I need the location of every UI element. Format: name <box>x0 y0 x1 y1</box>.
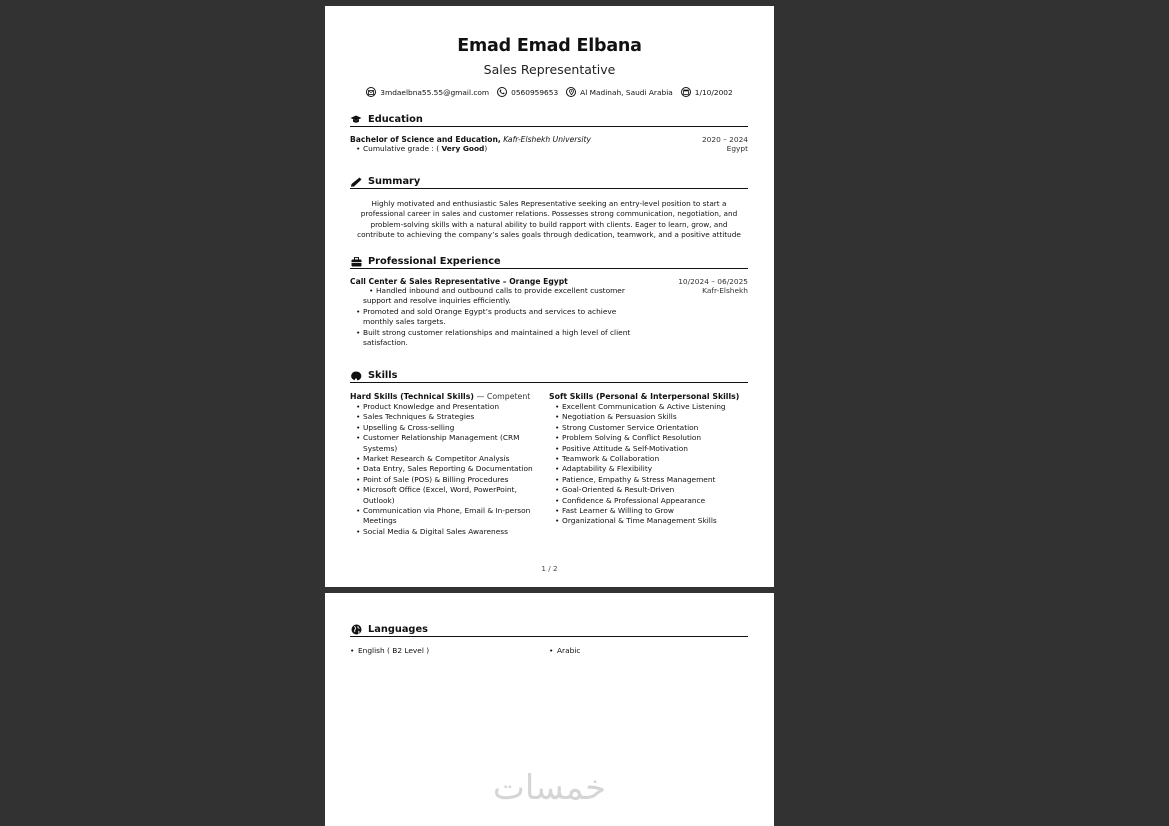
hard-skills-title <box>350 392 549 401</box>
list-item: • Excellent Communication & Active Listening <box>549 402 748 412</box>
list-item: • Sales Techniques & Strategies <box>350 412 549 422</box>
summary-section <box>350 176 748 241</box>
resume-page-1 <box>325 6 774 587</box>
list-item: • Fast Learner & Willing to Grow <box>549 506 748 516</box>
experience-dates: 10/2024 – 06/2025 <box>678 277 748 286</box>
brain-icon <box>350 371 362 381</box>
list-item: • Adaptability & Flexibility <box>549 464 748 474</box>
contact-birthdate <box>681 87 733 97</box>
hard-skills-title-text: Hard Skills (Technical Skills) <box>350 392 474 401</box>
list-item: • Positive Attitude & Self-Motivation <box>549 444 748 454</box>
skills-heading <box>350 370 748 383</box>
contact-email[interactable] <box>366 87 489 97</box>
skills-section <box>350 370 748 537</box>
grade-suffix: ) <box>484 144 488 153</box>
list-item: • Negotiation & Persuasion Skills <box>549 412 748 422</box>
education-school: Kafr-Elshekh University <box>503 135 591 144</box>
list-item: • Confidence & Professional Appearance <box>549 496 748 506</box>
list-item: • Social Media & Digital Sales Awareness <box>350 527 549 537</box>
list-item: • Problem Solving & Conflict Resolution <box>549 433 748 443</box>
list-item: • Arabic <box>549 646 748 656</box>
list-item: • Product Knowledge and Presentation <box>350 402 549 412</box>
skills-columns <box>350 392 748 537</box>
education-grade <box>350 144 487 154</box>
contact-email-text: 3mdaelbna55.55@gmail.com <box>380 87 490 97</box>
experience-location: Kafr-Elshekh <box>702 286 748 295</box>
experience-heading-text: Professional Experience <box>368 256 501 267</box>
list-item: • Upselling & Cross-selling <box>350 423 549 433</box>
contact-phone[interactable] <box>497 87 558 97</box>
hard-skills-list <box>350 402 549 537</box>
grade-prefix: Cumulative grade : ( <box>363 144 440 153</box>
list-item: • Strong Customer Service Orientation <box>549 423 748 433</box>
list-item: • Data Entry, Sales Reporting & Documentation <box>350 464 549 474</box>
summary-heading-text: Summary <box>368 176 421 187</box>
list-item: • Promoted and sold Orange Egypt’s products and services to achieve monthly sales targets. <box>350 307 640 328</box>
hard-skills-level: — Competent <box>476 392 531 401</box>
languages-heading-text: Languages <box>368 624 428 635</box>
education-heading-text: Education <box>368 114 423 125</box>
education-dates: 2020 – 2024 <box>701 135 748 144</box>
education-heading <box>350 114 748 127</box>
education-location: Egypt <box>726 144 748 153</box>
education-details <box>350 144 748 154</box>
list-item: • Market Research & Competitor Analysis <box>350 454 549 464</box>
graduation-cap-icon <box>350 115 362 125</box>
skills-heading-text: Skills <box>368 370 398 381</box>
contact-location <box>566 87 673 97</box>
hard-skills-column <box>350 392 549 537</box>
candidate-title: Sales Representative <box>483 62 616 77</box>
contact-location-text: Al Madinah, Saudi Arabia <box>580 87 673 97</box>
list-item: • Goal-Oriented & Result-Driven <box>549 485 748 495</box>
languages-heading <box>350 624 748 637</box>
list-item: • Built strong customer relationships and maintained a high level of client satisfaction. <box>350 328 640 349</box>
calendar-icon <box>681 87 691 97</box>
list-item: • Teamwork & Collaboration <box>549 454 748 464</box>
resume-page-2 <box>325 593 774 826</box>
contact-birthdate-text: 1/10/2002 <box>694 87 733 97</box>
experience-entry <box>350 277 748 286</box>
candidate-name: Emad Emad Elbana <box>457 36 642 56</box>
list-item: • Handled inbound and outbound calls to provide excellent customer support and resolve inquiries efficiently. <box>350 286 640 307</box>
list-item: • Microsoft Office (Excel, Word, PowerPoint, Outlook) <box>350 485 549 506</box>
globe-icon <box>350 625 362 635</box>
experience-heading <box>350 256 748 269</box>
briefcase-icon <box>350 257 362 267</box>
soft-skills-column <box>549 392 748 537</box>
experience-bullets <box>350 286 640 348</box>
watermark-logo: خمسات <box>492 768 607 808</box>
list-item: • English ( B2 Level ) <box>350 646 549 656</box>
education-section <box>350 114 748 154</box>
list-item: • Customer Relationship Management (CRM Systems) <box>350 433 549 454</box>
location-icon <box>566 87 576 97</box>
contact-bar <box>325 87 774 97</box>
page-number: 1 / 2 <box>541 564 558 573</box>
education-degree: Bachelor of Science and Education, <box>350 135 501 144</box>
list-item: • Point of Sale (POS) & Billing Procedures <box>350 475 549 485</box>
education-entry <box>350 135 748 144</box>
contact-phone-text: 0560959653 <box>511 87 559 97</box>
summary-heading <box>350 176 748 189</box>
email-icon <box>366 87 376 97</box>
soft-skills-list <box>549 402 748 527</box>
list-item: • Patience, Empathy & Stress Management <box>549 475 748 485</box>
list-item: • Communication via Phone, Email & In-person Meetings <box>350 506 549 527</box>
experience-role: Call Center & Sales Representative – Orange Egypt <box>350 277 568 286</box>
grade-value: Very Good <box>441 144 485 153</box>
soft-skills-title: Soft Skills (Personal & Interpersonal Skills) <box>549 392 740 401</box>
pen-icon <box>350 177 362 187</box>
experience-section <box>350 256 748 348</box>
phone-icon <box>497 87 507 97</box>
summary-text: Highly motivated and enthusiastic Sales Representative seeking an entry-level position to start a professional career in sales and customer relations. Possesses strong communication, negotiation, and problem-solving skills with a natural ability to build rapport with clients. Eager to learn, grow, and contribute to achieving the company’s sales goals through dedication, teamwork, and a positive attitude <box>357 199 741 240</box>
list-item: • Organizational & Time Management Skills <box>549 516 748 526</box>
experience-details <box>350 286 748 348</box>
languages-list <box>350 646 748 656</box>
languages-section <box>350 624 748 656</box>
